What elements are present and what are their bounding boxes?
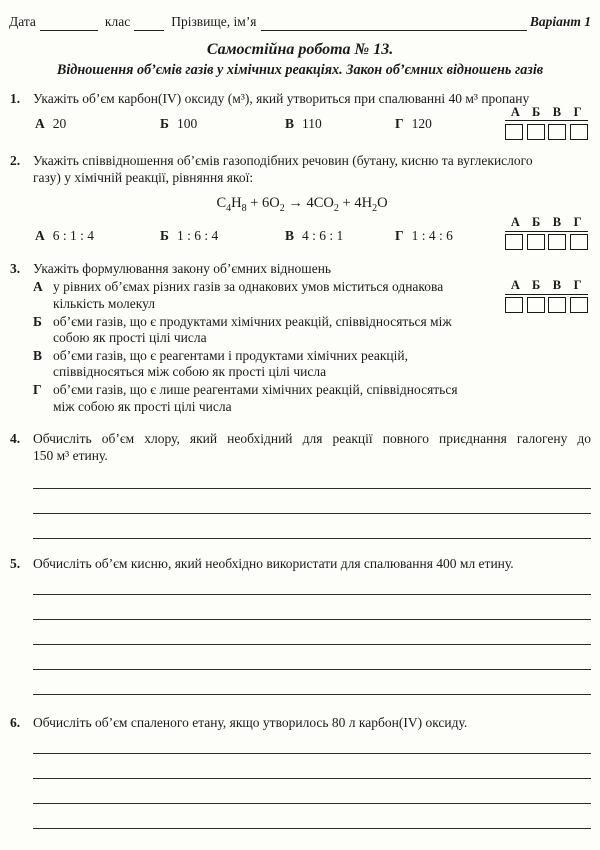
option-a bbox=[35, 116, 160, 133]
answer-line[interactable] bbox=[33, 573, 591, 595]
question-4-text-line1: Обчисліть об’єм хлору, який необхідний для реакції повного приєднання галогену до bbox=[33, 431, 591, 447]
equation-part: + 4H bbox=[338, 195, 373, 212]
question-6-answer-area bbox=[33, 732, 591, 850]
answer-checkbox-q2-v[interactable] bbox=[548, 234, 566, 250]
grid-letter-v: В bbox=[552, 277, 562, 292]
question-1-answer-grid bbox=[505, 106, 588, 140]
question-4-text bbox=[33, 431, 591, 464]
option-v bbox=[285, 116, 395, 133]
grid-letter-a: А bbox=[510, 104, 520, 119]
option-g bbox=[395, 228, 453, 245]
option-letter: А bbox=[33, 279, 43, 295]
question-2-text bbox=[33, 153, 591, 186]
answer-checkbox-q1-v[interactable] bbox=[548, 124, 566, 140]
equation-part: C bbox=[216, 195, 227, 212]
date-blank[interactable] bbox=[40, 16, 98, 31]
answer-line[interactable] bbox=[33, 732, 591, 754]
equation-part: + 6O bbox=[246, 195, 280, 212]
answer-checkbox-q1-a[interactable] bbox=[505, 124, 523, 140]
answer-line[interactable] bbox=[33, 595, 591, 620]
question-4-text-line2: 150 м³ етину. bbox=[33, 447, 108, 463]
grid-letter-v: В bbox=[552, 214, 562, 229]
option-value: 100 bbox=[176, 116, 198, 132]
answer-checkbox-q1-g[interactable] bbox=[570, 124, 588, 140]
question-2-answer-grid bbox=[505, 216, 588, 250]
worksheet-subtitle: Відношення об’ємів газів у хімічних реакціях. Закон об’ємних відношень газів bbox=[56, 62, 544, 79]
option-text: у рівних об’ємах різних газів за однакових умов міститься однакова кількість молекул bbox=[53, 279, 444, 312]
option-value: 120 bbox=[411, 116, 432, 132]
question-2-text-line2: газу) у хімічній реакції, рівняння якої: bbox=[33, 169, 254, 185]
answer-line[interactable] bbox=[33, 804, 591, 829]
grid-letter-g: Г bbox=[573, 104, 582, 119]
question-6-number: 6. bbox=[10, 715, 21, 731]
option-letter: Г bbox=[395, 116, 404, 132]
question-3-answer-grid bbox=[505, 279, 588, 313]
answer-checkbox-q3-g[interactable] bbox=[570, 297, 588, 313]
option-b bbox=[160, 116, 285, 133]
answer-grid-letters bbox=[505, 216, 588, 232]
option-letter: Б bbox=[160, 228, 169, 244]
question-2 bbox=[9, 153, 591, 245]
grid-letter-a: А bbox=[510, 214, 520, 229]
equation-part: H bbox=[231, 195, 242, 212]
option-value: 110 bbox=[302, 116, 322, 132]
question-1 bbox=[9, 91, 591, 133]
statement-b bbox=[33, 314, 591, 347]
question-5-answer-area bbox=[33, 573, 591, 695]
option-value: 1 : 4 : 6 bbox=[411, 228, 453, 244]
equation-part: → 4CO bbox=[284, 195, 334, 212]
question-5-text: Обчисліть об’єм кисню, який необхідно використати для спалювання 400 мл етину. bbox=[33, 556, 514, 572]
answer-grid-boxes bbox=[505, 297, 588, 313]
class-blank[interactable] bbox=[134, 16, 164, 31]
answer-checkbox-q3-v[interactable] bbox=[548, 297, 566, 313]
question-1-text: Укажіть об’єм карбон(IV) оксиду (м³), який утвориться при спалюванні 40 м³ пропану bbox=[33, 90, 530, 106]
question-1-number: 1. bbox=[10, 90, 21, 106]
answer-line[interactable] bbox=[33, 514, 591, 539]
option-value: 6 : 1 : 4 bbox=[52, 228, 95, 244]
option-letter: В bbox=[33, 347, 43, 363]
option-letter: А bbox=[35, 228, 45, 244]
answer-grid-boxes bbox=[505, 234, 588, 250]
question-5 bbox=[9, 556, 591, 695]
question-2-number: 2. bbox=[10, 152, 21, 168]
statement-v bbox=[33, 348, 591, 381]
question-5-number: 5. bbox=[10, 556, 21, 572]
answer-line[interactable] bbox=[33, 829, 591, 850]
answer-line[interactable] bbox=[33, 645, 591, 670]
equation-subscript: 4 bbox=[226, 203, 232, 214]
question-4 bbox=[9, 431, 591, 539]
option-letter: Б bbox=[160, 116, 169, 132]
option-g bbox=[395, 116, 432, 133]
answer-checkbox-q2-g[interactable] bbox=[570, 234, 588, 250]
date-label: Дата bbox=[9, 14, 36, 29]
answer-line[interactable] bbox=[33, 464, 591, 489]
equation-subscript: 2 bbox=[372, 203, 378, 214]
answer-checkbox-q3-b[interactable] bbox=[527, 297, 545, 313]
option-value: 1 : 6 : 4 bbox=[176, 228, 219, 244]
question-3 bbox=[9, 261, 591, 415]
option-value: 4 : 6 : 1 bbox=[302, 228, 344, 244]
option-text: об’єми газів, що є реагентами і продуктами хімічних реакцій, співвідносяться між собою як прості цілі числа bbox=[53, 347, 409, 380]
name-label: Прізвище, ім’я bbox=[171, 14, 257, 29]
option-a bbox=[35, 228, 160, 245]
answer-grid-boxes bbox=[505, 124, 588, 140]
answer-line[interactable] bbox=[33, 620, 591, 645]
answer-grid-letters bbox=[505, 106, 588, 122]
option-letter: Б bbox=[33, 313, 42, 329]
option-letter: Г bbox=[395, 228, 404, 244]
answer-checkbox-q2-b[interactable] bbox=[527, 234, 545, 250]
question-6-text: Обчисліть об’єм спаленого етану, якщо утворилось 80 л карбон(IV) оксиду. bbox=[33, 715, 468, 731]
variant-label: Варіант 1 bbox=[529, 14, 591, 29]
question-4-answer-area bbox=[33, 464, 591, 539]
grid-letter-b: Б bbox=[531, 104, 541, 119]
answer-checkbox-q3-a[interactable] bbox=[505, 297, 523, 313]
answer-line[interactable] bbox=[33, 779, 591, 804]
grid-letter-g: Г bbox=[573, 277, 582, 292]
worksheet-title: Самостійна робота № 13. bbox=[206, 40, 394, 58]
option-v bbox=[285, 228, 395, 245]
equation-subscript: 2 bbox=[333, 203, 339, 214]
question-4-number: 4. bbox=[10, 431, 21, 447]
header-row bbox=[9, 14, 591, 31]
option-letter: А bbox=[35, 116, 45, 132]
answer-grid-letters bbox=[505, 279, 588, 295]
option-b bbox=[160, 228, 285, 245]
option-letter: В bbox=[285, 228, 295, 244]
answer-line[interactable] bbox=[33, 489, 591, 514]
grid-letter-b: Б bbox=[531, 277, 541, 292]
class-label: клас bbox=[104, 14, 131, 29]
option-text: об’єми газів, що є лише реагентами хімічних реакцій, співвідносяться між собою як прості цілі числа bbox=[53, 382, 458, 414]
question-6 bbox=[9, 715, 591, 850]
grid-letter-g: Г bbox=[573, 214, 582, 229]
option-letter: Г bbox=[33, 382, 42, 398]
equation-part: O bbox=[377, 195, 388, 212]
option-text: об’єми газів, що є продуктами хімічних реакцій, співвідносяться між собою як прості цілі числа bbox=[53, 313, 452, 346]
answer-line[interactable] bbox=[33, 754, 591, 779]
question-3-text: Укажіть формулювання закону об’ємних відношень bbox=[33, 260, 332, 276]
equation-subscript: 2 bbox=[279, 203, 285, 214]
question-3-number: 3. bbox=[10, 260, 21, 276]
answer-line[interactable] bbox=[33, 670, 591, 695]
answer-checkbox-q1-b[interactable] bbox=[527, 124, 545, 140]
equation-subscript: 8 bbox=[241, 203, 247, 214]
grid-letter-a: А bbox=[510, 277, 520, 292]
grid-letter-v: В bbox=[552, 104, 562, 119]
option-letter: В bbox=[285, 116, 295, 132]
option-value: 20 bbox=[52, 116, 67, 132]
name-blank[interactable] bbox=[261, 16, 527, 31]
chemical-equation bbox=[33, 195, 571, 215]
question-2-text-line1: Укажіть співвідношення об’ємів газоподібних речовин (бутану, кисню та вуглекислого bbox=[33, 152, 533, 168]
statement-g bbox=[33, 382, 591, 415]
answer-checkbox-q2-a[interactable] bbox=[505, 234, 523, 250]
grid-letter-b: Б bbox=[531, 214, 541, 229]
